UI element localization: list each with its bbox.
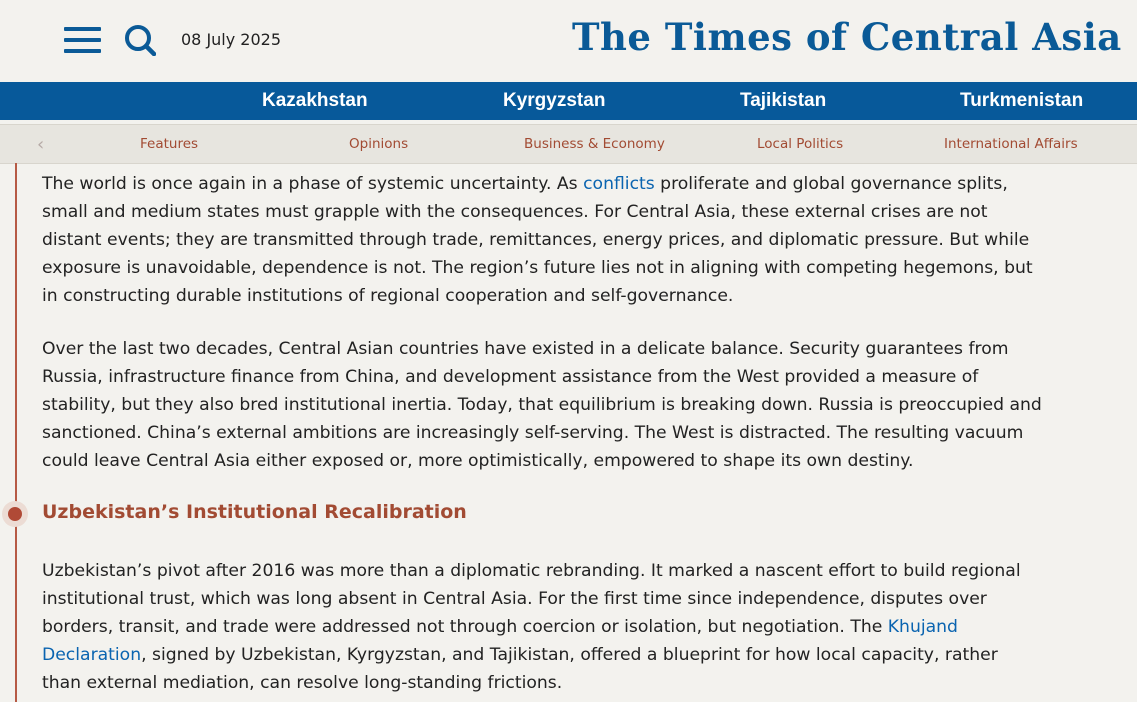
- nav-local-politics[interactable]: Local Politics: [757, 136, 844, 152]
- country-navigation: [0, 82, 1137, 120]
- site-masthead-logo[interactable]: The Times of Central Asia: [572, 15, 1122, 59]
- nav-turkmenistan[interactable]: Turkmenistan: [960, 90, 1084, 111]
- paragraph-text: Uzbekistan’s pivot after 2016 was more than a diplomatic rebranding. It marked a nascent effort to build regional institutional trust, which was long absent in Central Asia. For the first time since independence, disputes over borders, transit, and trade were addressed not through coercion or isolation, but negotiation. The: [42, 561, 1021, 637]
- nav-business-economy[interactable]: Business & Economy: [524, 136, 665, 152]
- nav-tajikistan[interactable]: Tajikistan: [740, 90, 827, 111]
- search-icon[interactable]: [124, 24, 156, 56]
- paragraph-text: proliferate and global governance splits, small and medium states must grapple with the consequences. For Central Asia, these external crises are not distant events; they are transmitted through trade, remittances, energy prices, and diplomatic pressure. But while exposure is unavoidable, dependence is not. The region’s future lies not in aligning with competing hegemons, but in constructing durable institutions of regional cooperation and self-governance.: [42, 174, 1033, 306]
- article-paragraph-2: Over the last two decades, Central Asian countries have existed in a delicate balance. Security guarantees from Russia, infrastructure finance from China, and development assistance from the West provided a measure of stability, but they also bred institutional inertia. Today, that equilibrium is breaking down. Russia is preoccupied and sanctioned. China’s external ambitions are increasingly self-serving. The West is distracted. The resulting vacuum could leave Central Asia either exposed or, more optimistically, empowered to shape its own destiny.: [42, 339, 1042, 471]
- article-paragraph-1: [42, 170, 1042, 310]
- hamburger-menu-icon[interactable]: [64, 27, 101, 53]
- nav-kyrgyzstan[interactable]: Kyrgyzstan: [503, 90, 606, 111]
- article-timeline-line: [15, 163, 17, 702]
- conflicts-link[interactable]: conflicts: [583, 174, 655, 194]
- article-paragraph-3: [42, 557, 1042, 697]
- chevron-left-icon[interactable]: ‹: [37, 134, 45, 155]
- khujand-declaration-link[interactable]: Khujand Declaration: [42, 617, 958, 665]
- nav-features[interactable]: Features: [140, 136, 199, 152]
- nav-opinions[interactable]: Opinions: [349, 136, 409, 152]
- current-date: 08 July 2025: [181, 30, 282, 49]
- timeline-marker: [2, 501, 28, 527]
- nav-international-affairs[interactable]: International Affairs: [944, 136, 1078, 152]
- category-navigation: [0, 124, 1137, 164]
- nav-kazakhstan[interactable]: Kazakhstan: [262, 90, 368, 111]
- top-header: [0, 0, 1137, 82]
- section-heading: Uzbekistan’s Institutional Recalibration: [42, 501, 467, 523]
- paragraph-text: , signed by Uzbekistan, Kyrgyzstan, and Tajikistan, offered a blueprint for how local capacity, rather than external mediation, can resolve long-standing frictions.: [42, 645, 998, 693]
- paragraph-text: The world is once again in a phase of systemic uncertainty. As: [42, 174, 584, 194]
